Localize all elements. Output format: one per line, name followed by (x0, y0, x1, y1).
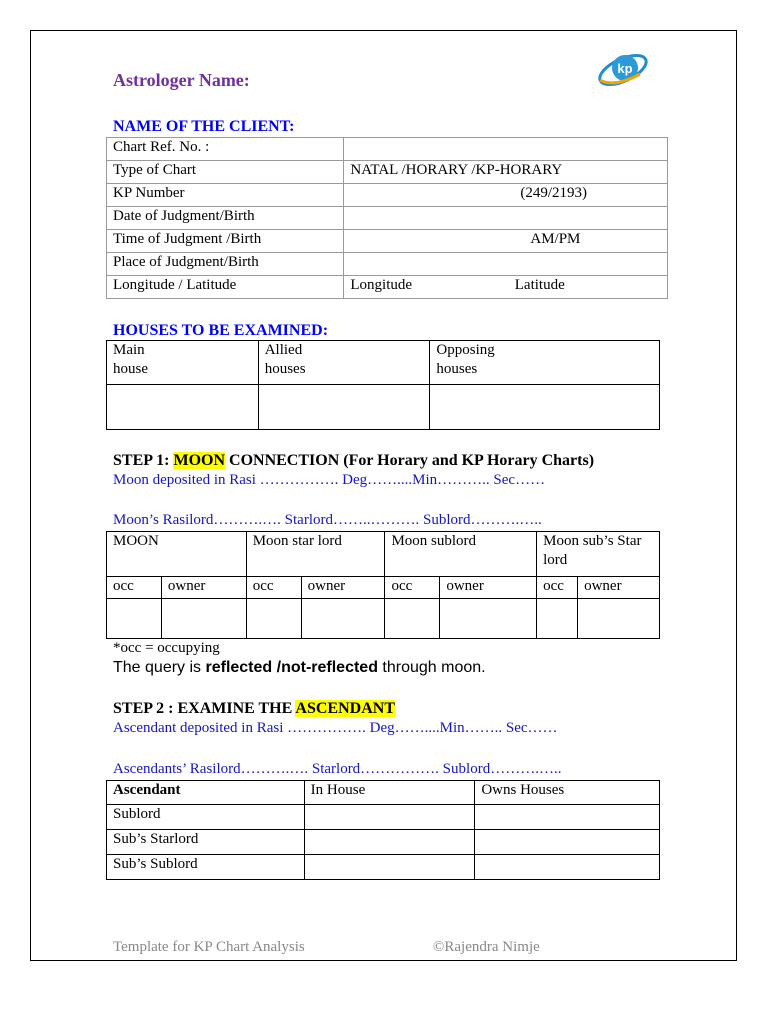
client-row-value[interactable] (344, 138, 668, 161)
step1-heading: STEP 1: MOON CONNECTION (For Horary and KP Horary Charts) (113, 452, 595, 469)
client-row-label: Date of Judgment/Birth (107, 207, 344, 230)
ascendant-row (107, 805, 660, 830)
moon-subheader-owner: owner (440, 577, 537, 599)
allied-houses-cell[interactable] (258, 385, 430, 430)
moon-entry-cell[interactable] (107, 599, 162, 639)
client-row-label: Chart Ref. No. : (107, 138, 344, 161)
ascendant-lords-line: Ascendants’ Rasilord……….…. Starlord……………. Sublord……….….. (113, 761, 562, 777)
moon-star-lord-header: Moon star lord (246, 532, 385, 577)
moon-highlight: MOON (173, 452, 226, 469)
ascendant-header-1: In House (304, 781, 475, 805)
moon-subheader-owner: owner (301, 577, 385, 599)
client-row (107, 207, 668, 230)
opposing-houses-cell[interactable] (430, 385, 660, 430)
ascendant-header-0: Ascendant (107, 781, 305, 805)
client-row-value[interactable]: AM/PM (344, 230, 668, 253)
ascendant-deposited-line: Ascendant deposited in Rasi ……………. Deg……....Min…….. Sec…… (113, 720, 558, 736)
footer-right: ©Rajendra Nimje (433, 939, 540, 955)
moon-entry-cell[interactable] (578, 599, 660, 639)
moon-sublord-header: Moon sublord (385, 532, 537, 577)
ascendant-header-2: Owns Houses (475, 781, 660, 805)
ascendant-row (107, 855, 660, 880)
latitude-field[interactable]: Latitude (455, 276, 668, 299)
moon-header: MOON (107, 532, 247, 577)
client-row-value[interactable]: (249/2193) (344, 184, 668, 207)
step2-heading: STEP 2 : EXAMINE THE ASCENDANT (113, 700, 395, 717)
occ-note: *occ = occupying (113, 640, 220, 656)
moon-entry-cell[interactable] (537, 599, 578, 639)
client-row-value[interactable] (344, 253, 668, 276)
moon-subheader-occ: occ (246, 577, 301, 599)
client-row (107, 276, 668, 299)
ascendant-entry-cell[interactable] (475, 855, 660, 880)
moon-entry-cell[interactable] (246, 599, 301, 639)
astrologer-name-label: Astrologer Name: (113, 70, 250, 90)
client-row (107, 230, 668, 253)
client-row-label: Longitude / Latitude (107, 276, 344, 299)
moon-subheader-owner: owner (161, 577, 246, 599)
longitude-field[interactable]: Longitude (344, 276, 455, 299)
client-row-label: Place of Judgment/Birth (107, 253, 344, 276)
ascendant-entry-cell[interactable] (304, 830, 475, 855)
opposing-houses-header: Opposing houses (430, 341, 660, 385)
ascendant-entry-cell[interactable] (475, 830, 660, 855)
client-heading: NAME OF THE CLIENT: (113, 118, 295, 135)
ascendant-highlight: ASCENDANT (295, 700, 395, 717)
allied-houses-header: Allied houses (258, 341, 430, 385)
ascendant-row-label: Sub’s Sublord (107, 855, 305, 880)
moon-subs-star-lord-header: Moon sub’s Star lord (537, 532, 660, 577)
moon-entry-cell[interactable] (385, 599, 440, 639)
main-house-header: Main house (107, 341, 259, 385)
houses-heading: HOUSES TO BE EXAMINED: (113, 322, 329, 339)
ascendant-entry-cell[interactable] (304, 805, 475, 830)
client-row (107, 138, 668, 161)
client-table (106, 137, 668, 299)
main-house-cell[interactable] (107, 385, 259, 430)
client-row-value[interactable] (344, 207, 668, 230)
moon-subheader-occ: occ (537, 577, 578, 599)
moon-entry-cell[interactable] (161, 599, 246, 639)
moon-deposited-line: Moon deposited in Rasi ……………. Deg……....Min……….. Sec…… (113, 472, 546, 488)
moon-entry-cell[interactable] (301, 599, 385, 639)
moon-subheader-occ: occ (385, 577, 440, 599)
ascendant-row-label: Sub’s Starlord (107, 830, 305, 855)
moon-subheader-owner: owner (578, 577, 660, 599)
client-row-label: Type of Chart (107, 161, 344, 184)
client-row-label: KP Number (107, 184, 344, 207)
houses-table (106, 340, 660, 430)
footer-left: Template for KP Chart Analysis (113, 939, 305, 955)
moon-subheader-occ: occ (107, 577, 162, 599)
ascendant-table (106, 780, 660, 880)
query-statement: The query is reflected /not-reflected through moon. (113, 659, 486, 676)
client-row-value[interactable]: NATAL /HORARY /KP-HORARY (344, 161, 668, 184)
ascendant-entry-cell[interactable] (304, 855, 475, 880)
svg-text:kp: kp (617, 61, 633, 76)
ascendant-row (107, 830, 660, 855)
client-row-label: Time of Judgment /Birth (107, 230, 344, 253)
client-row (107, 253, 668, 276)
moon-entry-cell[interactable] (440, 599, 537, 639)
moon-table (106, 531, 660, 639)
moon-lords-line: Moon’s Rasilord……….…. Starlord……..………. Sublord……….….. (113, 512, 542, 528)
kp-logo-icon (594, 44, 652, 94)
ascendant-entry-cell[interactable] (475, 805, 660, 830)
client-row (107, 184, 668, 207)
client-row (107, 161, 668, 184)
ascendant-row-label: Sublord (107, 805, 305, 830)
